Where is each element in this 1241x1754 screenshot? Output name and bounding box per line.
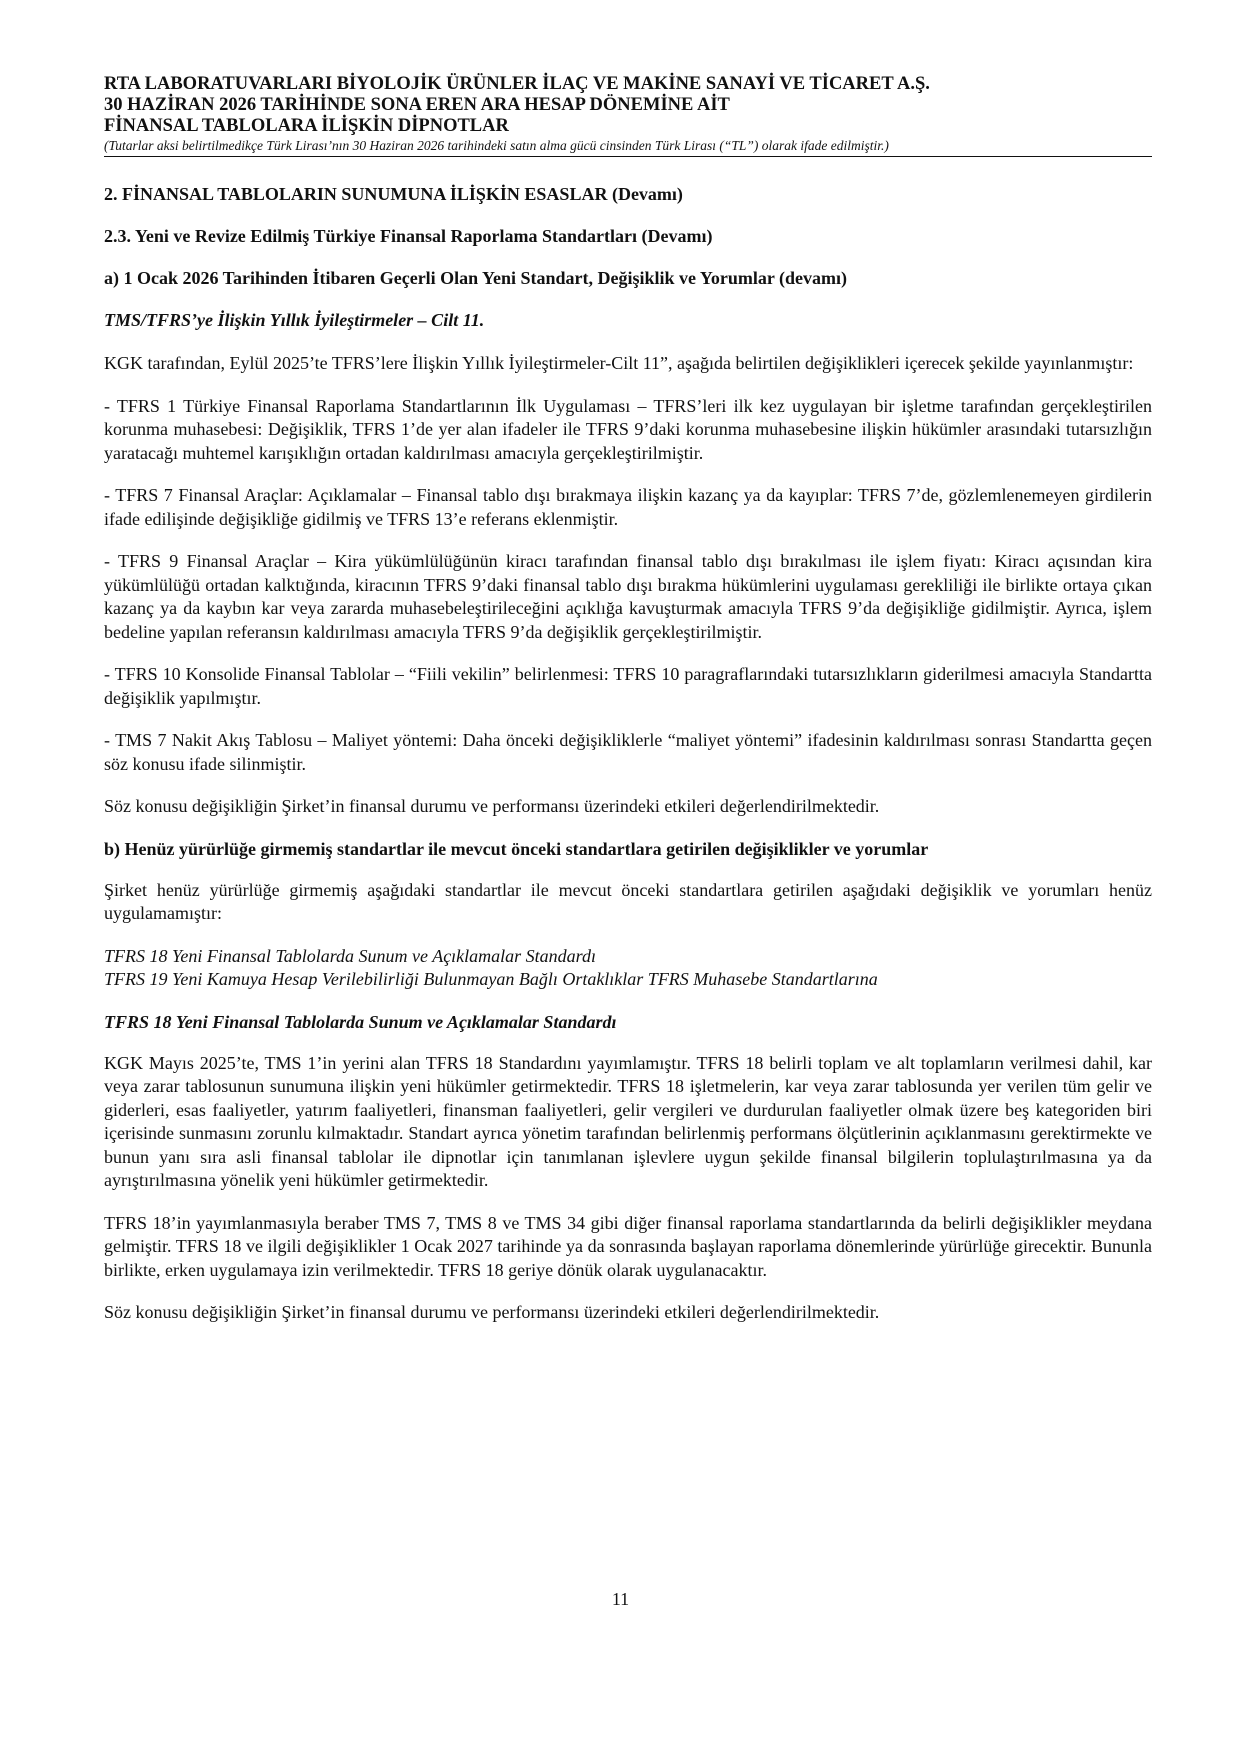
paragraph-tfrs1: - TFRS 1 Türkiye Finansal Raporlama Standartlarının İlk Uygulaması – TFRS’leri ilk kez uygulayan bir işletme tarafından gerçekleştirilen korunma muhasebesi: Değişiklik, TFRS 1’de yer alan ifadeler ile TFRS 9’daki korunma muhasebesine ilişkin hükümler arasındaki tutarsızlığın yaratacağı muhtemel karışıklığın ortadan kaldırılması amacıyla gerçekleştirilmiştir. [104,395,1152,463]
paragraph-tfrs18-effective: TFRS 18’in yayımlanmasıyla beraber TMS 7, TMS 8 ve TMS 34 gibi diğer finansal raporlama standartlarında da belirli değişiklikler meydana gelmiştir. TFRS 18 ve ilgili değişiklikler 1 Ocak 2027 tarihinde ya da sonrasında başlayan raporlama dönemlerinde yürürlüğe girecektir. Bununla birlikte, erken uygulamaya izin verilmektedir. TFRS 18 geriye dönük olarak uygulanacaktır. [104,1212,1152,1280]
notes-title: FİNANSAL TABLOLARA İLİŞKİN DİPNOTLAR [104,116,509,136]
paragraph-intro: KGK tarafından, Eylül 2025’te TFRS’lere İlişkin Yıllık İyileştirmeler-Cilt 11”, aşağıda belirtilen değişiklikleri içerecek şekilde yayınlanmıştır: [104,353,1134,373]
period-title: 30 HAZİRAN 2026 TARİHİNDE SONA EREN ARA HESAP DÖNEMİNE AİT [104,95,730,115]
part-b-heading: b) Henüz yürürlüğe girmemiş standartlar ile mevcut önceki standartlara getirilen değişiklikler ve yorumlar [104,838,929,859]
paragraph-tfrs10: - TFRS 10 Konsolide Finansal Tablolar – “Fiili vekilin” belirlenmesi: TFRS 10 paragraflarındaki tutarsızlıkların giderilmesi amacıyla Standartta değişiklik yapılmıştır. [104,664,1152,708]
paragraph-tfrs9: - TFRS 9 Finansal Araçlar – Kira yükümlülüğünün kiracı tarafından finansal tablo dışı bırakılması ile işlem fiyatı: Kiracı açısından kira yükümlülüğü ortadan kalktığında, kiracının TFRS 9’daki finansal tablo dışı bırakma hükümlerini uygulaması gerekliliği ile birlikte ortaya çıkan kazanç ya da kaybın kar veya zararda muhasebeleştirileceğini açıklığa kavuşturmak amacıyla TFRS 9’da değişikliğe gidilmiştir. Ayrıca, işlem bedeline yapılan referansın kaldırılması amacıyla TFRS 9’da değişiklik gerçekleştirilmiştir. [104,551,1152,642]
document-page [104,74,1152,1325]
subsection-heading: 2.3. Yeni ve Revize Edilmiş Türkiye Finansal Raporlama Standartları (Devamı) [104,226,713,246]
improvements-heading: TMS/TFRS’ye İlişkin Yıllık İyileştirmeler – Cilt 11. [104,310,485,330]
page-number: 11 [611,1589,630,1609]
section-heading: 2. FİNANSAL TABLOLARIN SUNUMUNA İLİŞKİN ESASLAR (Devamı) [104,184,683,204]
paragraph-impact-b: Söz konusu değişikliğin Şirket’in finansal durumu ve performansı üzerindeki etkileri değerlendirilmektedir. [104,1302,880,1322]
part-a-heading: a) 1 Ocak 2026 Tarihinden İtibaren Geçerli Olan Yeni Standart, Değişiklik ve Yorumlar (devamı) [104,268,848,288]
paragraph-tfrs18: KGK Mayıs 2025’te, TMS 1’in yerini alan TFRS 18 Standardını yayımlamıştır. TFRS 18 belirli toplam ve alt toplamların verilmesi dahil, kar veya zarar tablosunun sunumuna ilişkin yeni hükümler getirmektedir. TFRS 18 işletmelerin, kar veya zarar tablosunda yer verilen tüm gelir ve giderleri, esas faaliyetler, yatırım faaliyetleri, finansman faaliyetleri, gelir vergileri ve durdurulan faaliyetler olmak üzere beş kategoriden biri içerisinde sunmasını zorunlu kılmaktadır. Standart ayrıca yönetim tarafından belirlenmiş performans ölçütlerinin açıklanmasını gerektirmekte ve bunun yanı sıra asli finansal tablolar ile dipnotlar için tanımlanan işlevlere uygun şekilde finansal bilgilerin toplulaştırılmasına ya da ayrıştırılmasına yönelik yeni hükümler getirmektedir. [104,1052,1152,1190]
standards-list [104,945,1152,992]
tfrs18-heading: TFRS 18 Yeni Finansal Tablolarda Sunum ve Açıklamalar Standardı [104,1011,617,1032]
list-item: TFRS 18 Yeni Finansal Tablolarda Sunum ve Açıklamalar Standardı [104,945,597,966]
currency-note: (Tutarlar aksi belirtilmedikçe Türk Lirası’nın 30 Haziran 2026 tarihindeki satın alma gücü cinsinden Türk Lirası (“TL”) olarak ifade edilmiştir.) [104,138,889,153]
paragraph-impact-a: Söz konusu değişikliğin Şirket’in finansal durumu ve performansı üzerindeki etkileri değerlendirilmektedir. [104,796,880,816]
paragraph-not-applied: Şirket henüz yürürlüğe girmemiş aşağıdaki standartlar ile mevcut önceki standartlara getirilen aşağıdaki değişiklik ve yorumları henüz uygulamamıştır: [104,879,1152,923]
paragraph-tms7: - TMS 7 Nakit Akış Tablosu – Maliyet yöntemi: Daha önceki değişikliklerle “maliyet yöntemi” ifadesinin kaldırılması sonrası Standartta geçen söz konusu ifade silinmiştir. [104,730,1152,774]
list-item: TFRS 19 Yeni Kamuya Hesap Verilebilirliği Bulunmayan Bağlı Ortaklıklar TFRS Muhasebe Standartlarına [104,969,878,989]
paragraph-tfrs7: - TFRS 7 Finansal Araçlar: Açıklamalar – Finansal tablo dışı bırakmaya ilişkin kazanç ya da kayıplar: TFRS 7’de, gözlemlenemeyen girdilerin ifade edilişinde değişikliğe gidilmiş ve TFRS 13’e referans eklenmiştir. [104,485,1152,529]
company-name: RTA LABORATUVARLARI BİYOLOJİK ÜRÜNLER İLAÇ VE MAKİNE SANAYİ VE TİCARET A.Ş. [104,74,930,94]
header-rule [104,156,1152,157]
